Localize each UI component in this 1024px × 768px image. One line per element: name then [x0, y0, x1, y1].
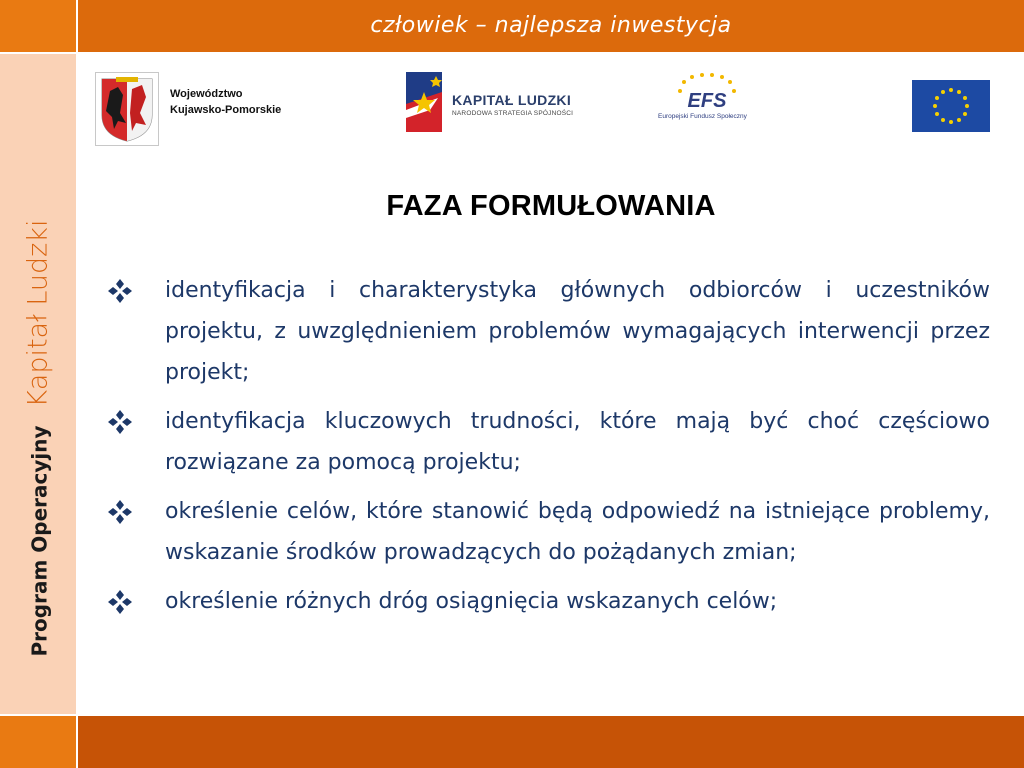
region-line-1: Województwo [170, 88, 243, 100]
bullet-text: identyfikacja i charakterystyka głównych odbiorców i uczestników projektu, z uwzględnieniem problemów wymagających interwencji przez projekt; [165, 278, 990, 385]
diamond-bullet-icon [108, 279, 132, 303]
list-item [108, 581, 990, 622]
footer-bar [78, 716, 1024, 768]
bullet-text: identyfikacja kluczowych trudności, które mają być choć częściowo rozwiązane za pomocą projektu; [165, 409, 990, 475]
kapital-ludzki-emblem-icon [400, 70, 456, 134]
kapital-ludzki-name: KAPITAŁ LUDZKI [452, 92, 572, 108]
header-bar [78, 0, 1024, 52]
sidebar-name-label: Kapitał Ludzki [22, 219, 54, 408]
list-item [108, 401, 990, 483]
bullet-list [108, 270, 990, 630]
diamond-bullet-icon [108, 590, 132, 614]
bullet-text: określenie celów, które stanowić będą odpowiedź na istniejące problemy, wskazanie środków prowadzących do pożądanych zmian; [165, 499, 990, 565]
sidebar [0, 54, 76, 714]
region-name [170, 86, 281, 118]
frame-corner-top-left [0, 0, 76, 52]
diamond-bullet-icon [108, 410, 132, 434]
sidebar-program-label: Program Operacyjny [27, 425, 52, 657]
list-item [108, 270, 990, 393]
efs-mark: EFS [687, 90, 727, 112]
frame-corner-bottom-left [0, 716, 76, 768]
header-slogan: człowiek – najlepsza inwestycja [370, 13, 732, 38]
efs-caption: Europejski Fundusz Społeczny [658, 113, 747, 120]
slide-title: FAZA FORMUŁOWANIA [386, 190, 716, 222]
diamond-bullet-icon [108, 500, 132, 524]
bullet-text: określenie różnych dróg osiągnięcia wskazanych celów; [165, 589, 778, 614]
region-line-2: Kujawsko-Pomorskie [170, 104, 282, 116]
eu-flag-icon [912, 80, 990, 132]
list-item [108, 491, 990, 573]
sidebar-vertical-text [23, 220, 54, 657]
coat-of-arms-icon [95, 72, 159, 146]
kapital-ludzki-subtitle: NARODOWA STRATEGIA SPÓJNOŚCI [452, 110, 574, 117]
efs-stars-icon [662, 70, 752, 114]
